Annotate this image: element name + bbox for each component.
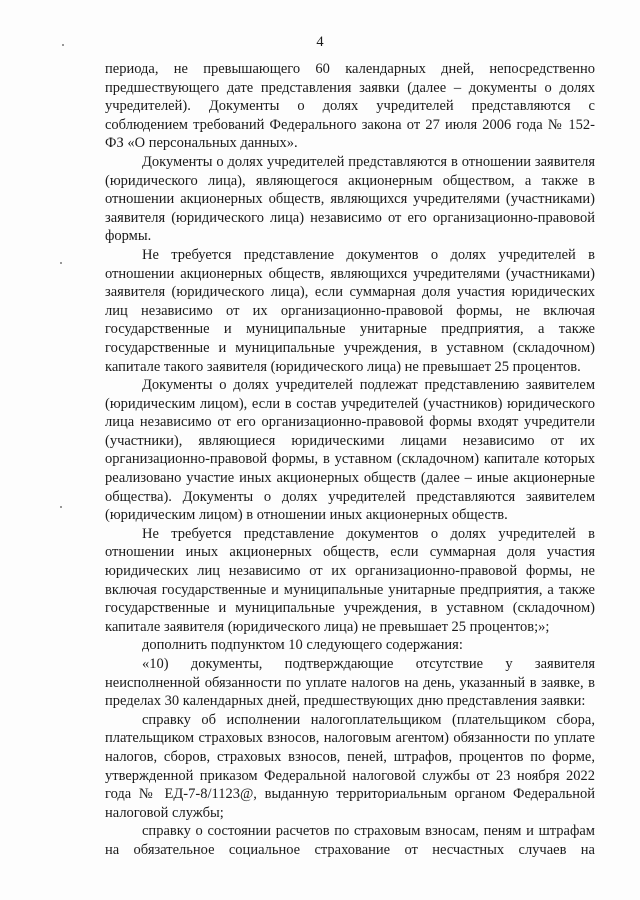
paragraph-tax-certificate: справку об исполнении налогоплательщиком (плательщиком сбора, плательщиком страховых взносов, налоговым агентом) обязанности по уплате налогов, сборов, страховых взносов, пеней, штрафов, процентов по форме, утвержденной приказом Федеральной налоговой службы от 23 ноября 2022 года № ЕД-7-8/1123@, выданную территориальным органом Федеральной налоговой службы; (105, 711, 595, 821)
paragraph-insurance-certificate: справку о состоянии расчетов по страховым взносам, пеням и штрафам на обязательное социальное страхование от несчастных случаев на (105, 823, 595, 858)
scan-speck (60, 262, 62, 264)
paragraph-not-required-other-companies: Не требуется представление документов о долях учредителей в отношении иных акционерных обществ, если суммарная доля участия юридических лиц независимо от их организационно-правовой формы, не включая государственные и муниципальные унитарные предприятия, а также государственные и муниципальные учреждения, в уставном (складочном) капитале заявителя (юридического лица) не превышает 25 процентов;»; (105, 525, 595, 635)
scan-speck (60, 506, 62, 508)
paragraph-other-joint-stock-companies: Документы о долях учредителей подлежат представлению заявителем (юридическим лицом), если в состав учредителей (участников) юридического лица независимо от его организационно-правовой формы входят учредители (участники), являющиеся юридическими лицами независимо от их организационно-правовой формы, в уставном (складочном) капитале которых реализовано участие иных акционерных обществ (далее – иные акционерные общества). Документы о долях учредителей представляются заявителем (юридическим лицом) в отношении иных акционерных обществ. (105, 377, 595, 524)
document-body (105, 60, 595, 860)
paragraph-add-subclause-10: дополнить подпунктом 10 следующего содержания: (142, 637, 463, 654)
scan-speck (62, 44, 64, 46)
paragraph-not-required-25-percent: Не требуется представление документов о долях учредителей в отношении акционерных обществ, являющихся учредителями (участниками) заявителя (юридического лица), если суммарная доля участия юридических лиц независимо от их организационно-правовой формы, не включая государственные и муниципальные унитарные предприятия, а также государственные и муниципальные учреждения, в уставном (складочном) капитале такого заявителя (юридического лица) не превышает 25 процентов. (105, 246, 595, 375)
page-number: 4 (316, 34, 324, 50)
paragraph-continuation: периода, не превышающего 60 календарных дней, непосредственно предшествующего дате представления заявки (далее – документы о долях учредителей). Документы о долях учредителей представляются с соблюдением требований Федерального закона от 27 июля 2006 года № 152-ФЗ «О персональных данных». (105, 61, 595, 152)
paragraph-founder-shares-scope: Документы о долях учредителей представляются в отношении заявителя (юридического лица), являющегося акционерным обществом, а также в отношении акционерных обществ, являющихся учредителями (участниками) заявителя (юридического лица) независимо от его организационно-правовой формы. (105, 153, 595, 245)
paragraph-subclause-10: «10) документы, подтверждающие отсутствие у заявителя неисполненной обязанности по уплате налогов на день, указанный в заявке, в пределах 30 календарных дней, предшествующих дню представления заявки: (105, 656, 595, 710)
